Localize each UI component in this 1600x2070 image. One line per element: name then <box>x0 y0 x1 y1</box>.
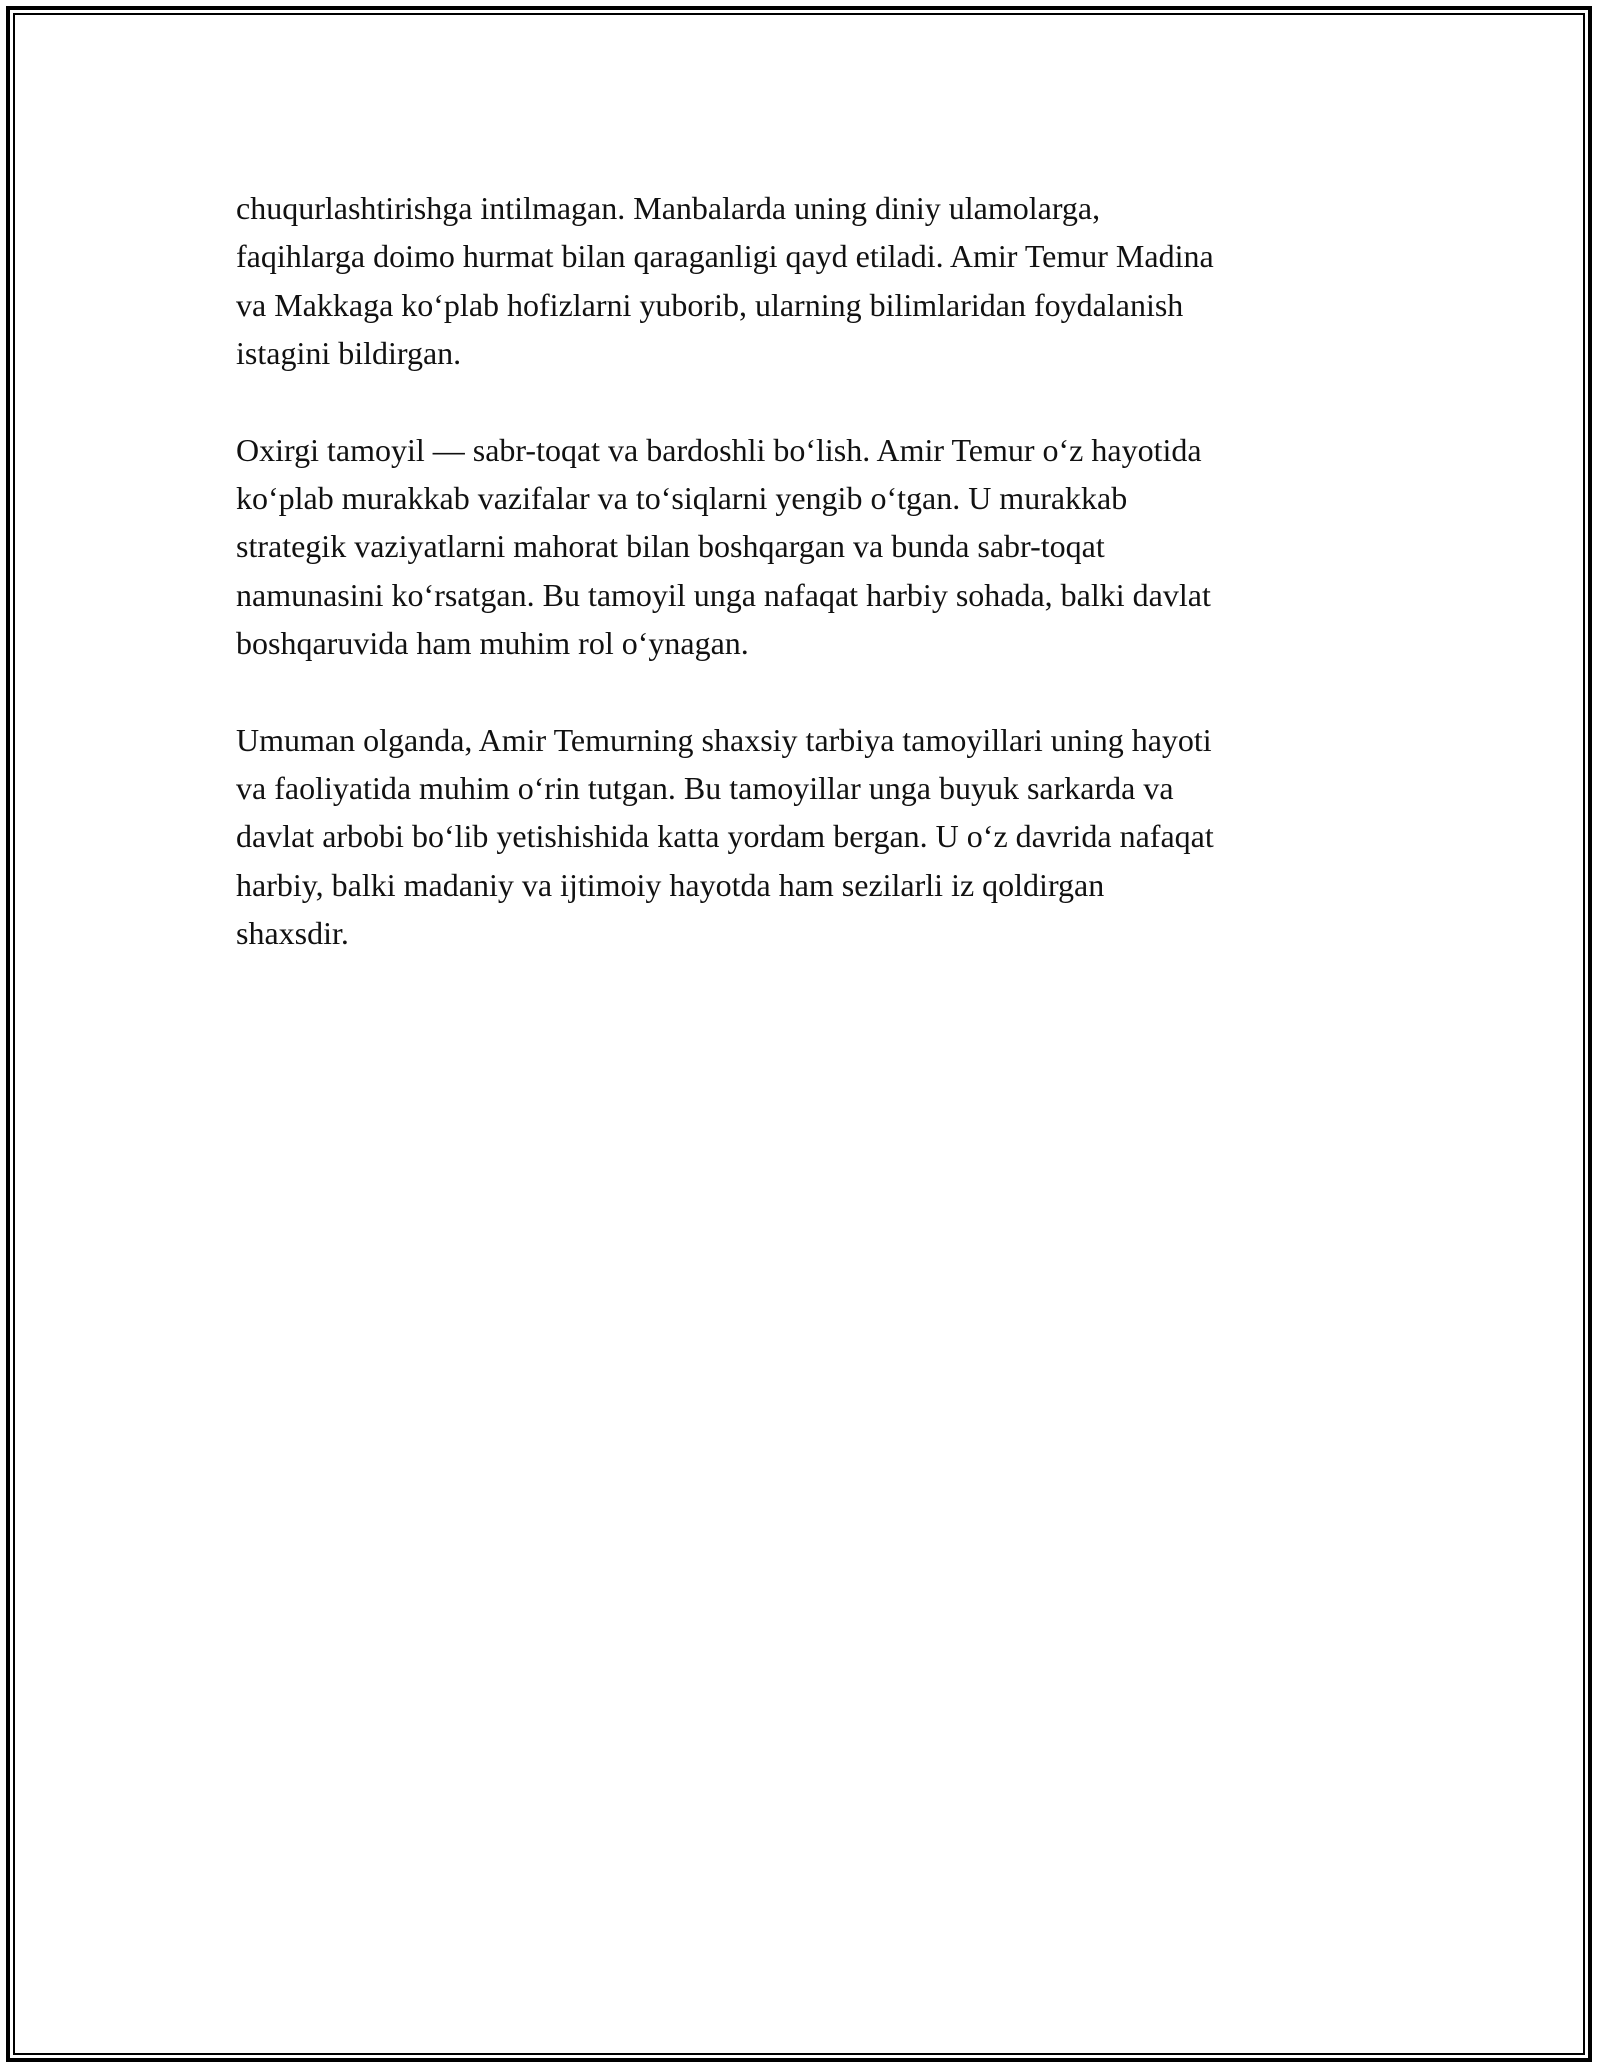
paragraph-2 <box>236 426 1386 667</box>
paragraph-line: shaxsdir. <box>236 914 349 951</box>
paragraph-line: va Makkaga ko‘plab hofizlarni yuborib, ularning bilimlaridan foydalanish <box>236 286 1184 323</box>
paragraph-line: harbiy, balki madaniy va ijtimoiy hayotda ham sezilarli iz qoldirgan <box>236 866 1105 903</box>
paragraph-line: boshqaruvida ham muhim rol o‘ynagan. <box>236 624 749 661</box>
paragraph-3 <box>236 716 1386 957</box>
paragraph-line: namunasini ko‘rsatgan. Bu tamoyil unga nafaqat harbiy sohada, balki davlat <box>236 576 1211 613</box>
paragraph-line: strategik vaziyatlarni mahorat bilan boshqargan va bunda sabr-toqat <box>236 528 1105 565</box>
paragraph-line: Oxirgi tamoyil — sabr-toqat va bardoshli bo‘lish. Amir Temur o‘z hayotida <box>236 431 1202 468</box>
paragraph-line: va faoliyatida muhim o‘rin tutgan. Bu tamoyillar unga buyuk sarkarda va <box>236 769 1174 806</box>
document-body <box>236 184 1386 1006</box>
paragraph-line: istagini bildirgan. <box>236 334 462 371</box>
paragraph-1 <box>236 184 1386 377</box>
paragraph-line: faqihlarga doimo hurmat bilan qaraganligi qayd etiladi. Amir Temur Madina <box>236 238 1214 275</box>
paragraph-line: davlat arbobi bo‘lib yetishishida katta yordam bergan. U o‘z davrida nafaqat <box>236 818 1214 855</box>
paragraph-line: chuqurlashtirishga intilmagan. Manbalarda uning diniy ulamolarga, <box>236 190 1101 226</box>
paragraph-line: Umuman olganda, Amir Temurning shaxsiy tarbiya tamoyillari uning hayoti <box>236 721 1212 758</box>
paragraph-line: ko‘plab murakkab vazifalar va to‘siqlarni yengib o‘tgan. U murakkab <box>236 479 1128 516</box>
